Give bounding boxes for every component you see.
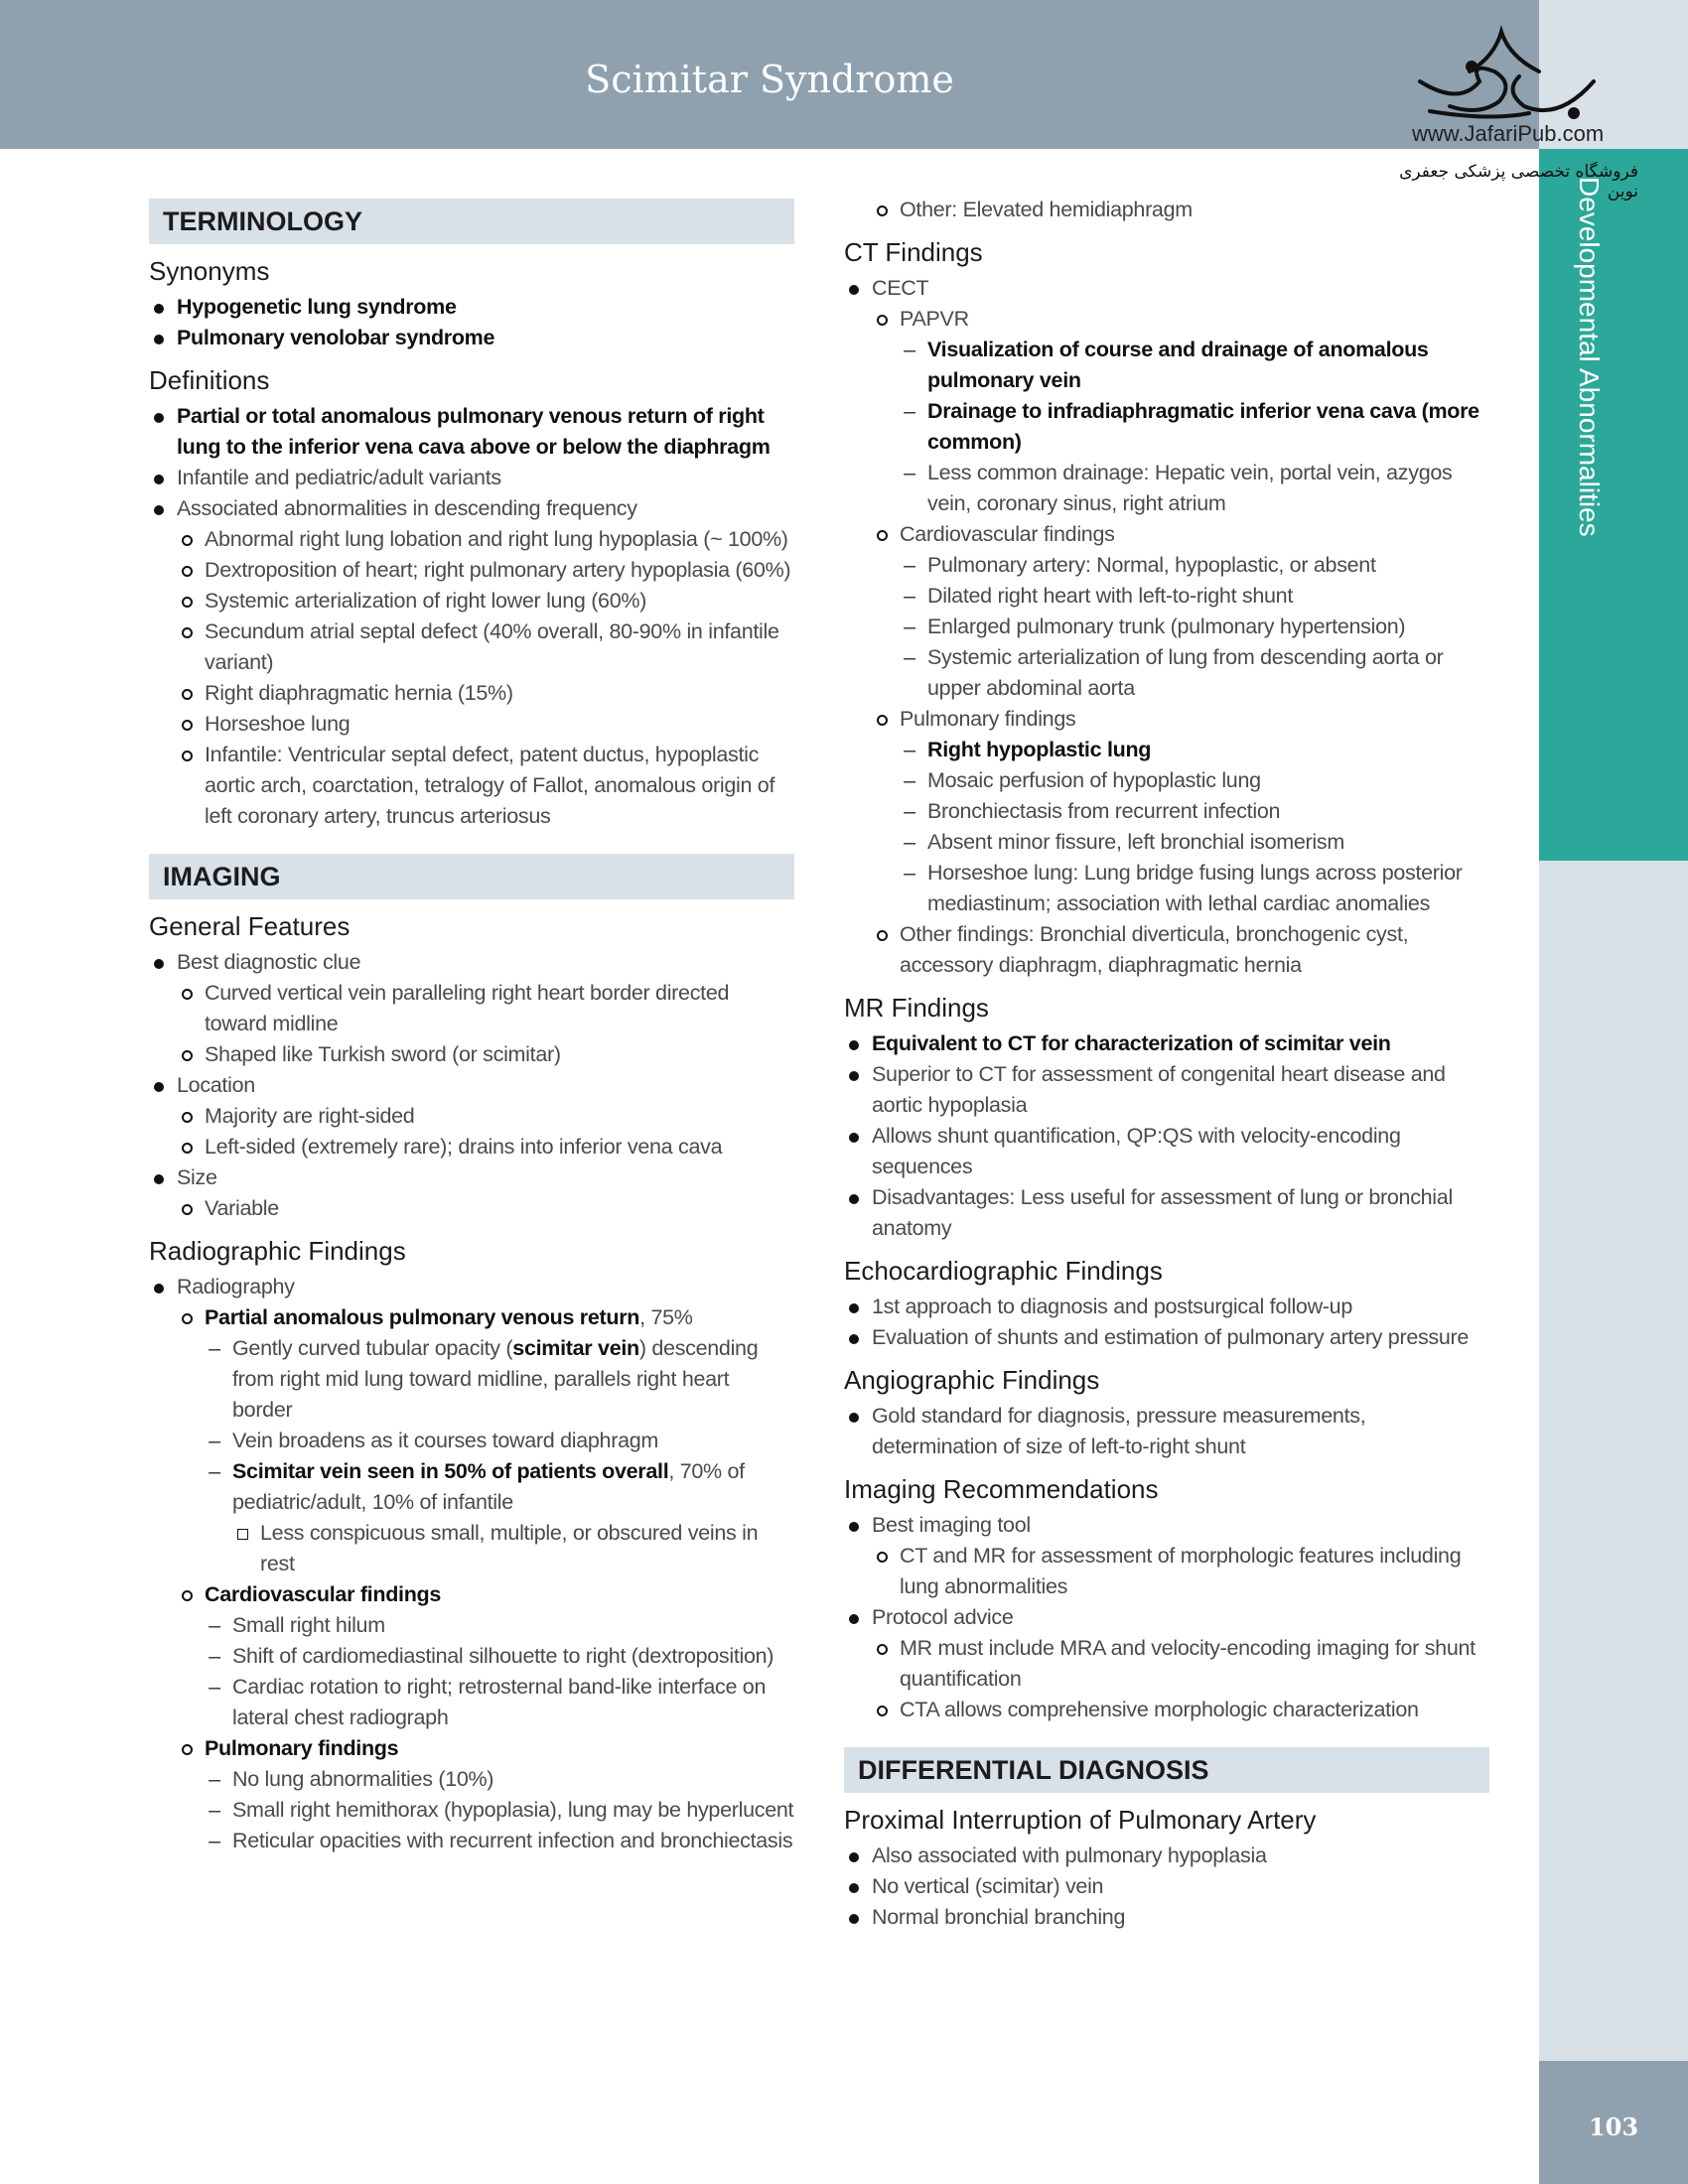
dash-bullet-icon: –: [209, 1459, 220, 1483]
list-item-text: Enlarged pulmonary trunk (pulmonary hypertension): [927, 614, 1406, 638]
list-item-text: Protocol advice: [872, 1605, 1014, 1629]
circle-bullet-icon: [872, 919, 892, 950]
subsection-heading: Radiographic Findings: [149, 1236, 406, 1266]
list-item-text: Majority are right-sided: [205, 1104, 415, 1128]
list-item-text: Small right hilum: [232, 1613, 385, 1637]
subsection-heading: Imaging Recommendations: [844, 1474, 1159, 1504]
chapter-tab: [1539, 149, 1688, 861]
list-item: [844, 704, 1489, 735]
dash-bullet-icon: –: [904, 861, 915, 885]
subsection-heading: Echocardiographic Findings: [844, 1256, 1163, 1286]
list-item: [149, 1672, 794, 1733]
list-item-text: Pulmonary findings: [205, 1736, 399, 1760]
list-item: [844, 1510, 1489, 1541]
list-item: [149, 1733, 794, 1764]
list-item-text: CTA allows comprehensive morphologic characterization: [900, 1698, 1419, 1721]
subsection-heading: CT Findings: [844, 237, 983, 267]
list-item-text: Dilated right heart with left-to-right shunt: [927, 584, 1294, 608]
list-item: [149, 555, 794, 586]
dash-bullet-icon: –: [904, 461, 915, 484]
list-item: [844, 581, 1489, 612]
text: , 75%: [639, 1305, 693, 1329]
list-item: [844, 335, 1489, 396]
list-item-text: Pulmonary findings: [900, 707, 1076, 731]
dash-bullet-icon: –: [904, 584, 915, 608]
bullet-icon: [844, 1841, 864, 1871]
text: ) descending from right mid lung toward midline, parallels right heart border: [232, 1336, 759, 1422]
subsection-heading: Proximal Interruption of Pulmonary Artery: [844, 1805, 1317, 1835]
list-item-text: Disadvantages: Less useful for assessment of lung or bronchial anatomy: [872, 1185, 1453, 1240]
list-item: [844, 1401, 1489, 1462]
publisher-tagline: فروشگاه تخصصی پزشکی جعفری نوین: [1399, 162, 1638, 202]
list-item-text: Pulmonary artery: Normal, hypoplastic, or absent: [927, 553, 1376, 577]
dash-bullet-icon: –: [904, 645, 915, 669]
list-item: [149, 1764, 794, 1795]
list-item: [149, 1132, 794, 1162]
bold-text: Scimitar vein seen in 50% of patients overall: [232, 1459, 669, 1483]
list-item-text: Bronchiectasis from recurrent infection: [927, 799, 1281, 823]
publisher-url: www.JafariPub.com: [1412, 121, 1605, 146]
bullet-icon: [149, 292, 169, 323]
page-title: Scimitar Syndrome: [585, 58, 954, 101]
bold-text: Partial anomalous pulmonary venous return: [205, 1305, 640, 1329]
list-item-text: No lung abnormalities (10%): [232, 1767, 494, 1791]
list-item-text: Horseshoe lung: [205, 712, 351, 736]
list-item: [149, 1039, 794, 1070]
dash-bullet-icon: –: [209, 1675, 220, 1699]
bullet-icon: [844, 1902, 864, 1933]
circle-bullet-icon: [177, 1101, 197, 1132]
list-item-text: Drainage to infradiaphragmatic inferior vena cava (more common): [927, 399, 1479, 454]
dash-bullet-icon: –: [904, 614, 915, 638]
dash-bullet-icon: –: [209, 1429, 220, 1452]
circle-bullet-icon: [177, 978, 197, 1009]
bullet-icon: [149, 401, 169, 432]
dash-bullet-icon: –: [904, 768, 915, 792]
list-item: [844, 1633, 1489, 1695]
list-item-text: Abnormal right lung lobation and right lung hypoplasia (~ 100%): [205, 527, 788, 551]
circle-bullet-icon: [872, 1633, 892, 1664]
chapter-label: Developmental Abnormalities: [1574, 177, 1605, 537]
circle-bullet-icon: [177, 524, 197, 555]
list-item-text: CT and MR for assessment of morphologic features including lung abnormalities: [900, 1544, 1462, 1598]
circle-bullet-icon: [872, 1695, 892, 1725]
bullet-icon: [844, 1121, 864, 1152]
list-item: [844, 1059, 1489, 1121]
dash-bullet-icon: –: [904, 830, 915, 854]
list-item-text: Visualization of course and drainage of anomalous pulmonary vein: [927, 338, 1429, 392]
circle-bullet-icon: [177, 1733, 197, 1764]
section-heading: TERMINOLOGY: [149, 199, 794, 244]
dash-bullet-icon: –: [904, 338, 915, 361]
dash-bullet-icon: –: [904, 553, 915, 577]
list-item-text: Systemic arterialization of right lower lung (60%): [205, 589, 647, 613]
list-item: [844, 796, 1489, 827]
list-item: [844, 858, 1489, 919]
circle-bullet-icon: [177, 709, 197, 740]
list-item-text: Reticular opacities with recurrent infection and bronchiectasis: [232, 1829, 793, 1852]
list-item: [149, 1302, 794, 1333]
list-item: [149, 1070, 794, 1101]
circle-bullet-icon: [177, 1039, 197, 1070]
list-item: [149, 947, 794, 978]
list-item-text: Shaped like Turkish sword (or scimitar): [205, 1042, 561, 1066]
list-item: [149, 1610, 794, 1641]
circle-bullet-icon: [177, 586, 197, 616]
circle-bullet-icon: [177, 678, 197, 709]
list-item: [149, 1518, 794, 1579]
list-item: [149, 1641, 794, 1672]
list-item-text: Also associated with pulmonary hypoplasia: [872, 1843, 1267, 1867]
text: , 70% of pediatric/adult, 10% of infantile: [232, 1459, 745, 1514]
dash-bullet-icon: –: [209, 1336, 220, 1360]
list-item: [844, 1695, 1489, 1725]
list-item: [149, 1272, 794, 1302]
list-item-text: Best imaging tool: [872, 1513, 1031, 1537]
list-item-text: Equivalent to CT for characterization of scimitar vein: [872, 1031, 1391, 1055]
dash-bullet-icon: –: [209, 1613, 220, 1637]
list-item-text: Secundum atrial septal defect (40% overall, 80-90% in infantile variant): [205, 619, 779, 674]
bullet-icon: [844, 1059, 864, 1090]
list-item-text: Right hypoplastic lung: [927, 738, 1152, 761]
page-header: [0, 0, 1539, 149]
bullet-icon: [844, 1401, 864, 1432]
list-item-text: Vein broadens as it courses toward diaphragm: [232, 1429, 658, 1452]
bullet-icon: [844, 1322, 864, 1353]
list-item: [149, 1456, 794, 1518]
page-number: 103: [1588, 2113, 1639, 2141]
list-item: [844, 1541, 1489, 1602]
list-item: [844, 396, 1489, 458]
list-item: [149, 1826, 794, 1856]
circle-bullet-icon: [872, 704, 892, 735]
list-item: [844, 1902, 1489, 1933]
list-item-text: Shift of cardiomediastinal silhouette to right (dextroposition): [232, 1644, 774, 1668]
list-item-text: CECT: [872, 276, 929, 300]
subsection-heading: Definitions: [149, 365, 270, 395]
list-item: [844, 1121, 1489, 1182]
list-item: [844, 304, 1489, 335]
list-item-text: Partial or total anomalous pulmonary venous return of right lung to the inferior vena cava above or below the diaphragm: [177, 404, 771, 459]
list-item-text: Other: Elevated hemidiaphragm: [900, 198, 1193, 221]
left-column: [149, 199, 794, 1856]
list-item: [844, 1871, 1489, 1902]
list-item: [844, 1182, 1489, 1244]
circle-bullet-icon: [177, 1302, 197, 1333]
list-item: [149, 616, 794, 678]
bullet-icon: [844, 1182, 864, 1213]
list-item-text: Evaluation of shunts and estimation of pulmonary artery pressure: [872, 1325, 1470, 1349]
list-item-text: Cardiac rotation to right; retrosternal band-like interface on lateral chest radiograph: [232, 1675, 767, 1729]
list-item: [844, 735, 1489, 765]
bullet-icon: [844, 1028, 864, 1059]
bullet-icon: [149, 323, 169, 353]
list-item: [149, 1162, 794, 1193]
circle-bullet-icon: [177, 1193, 197, 1224]
list-item-text: Gold standard for diagnosis, pressure measurements, determination of size of left-to-right shunt: [872, 1404, 1366, 1458]
list-item: [844, 195, 1489, 225]
list-item-text: Left-sided (extremely rare); drains into inferior vena cava: [205, 1135, 723, 1159]
dash-bullet-icon: –: [209, 1829, 220, 1852]
list-item-text: Less common drainage: Hepatic vein, portal vein, azygos vein, coronary sinus, right atrium: [927, 461, 1453, 515]
bold-text: scimitar vein: [512, 1336, 639, 1360]
list-item-text: Infantile: Ventricular septal defect, patent ductus, hypoplastic aortic arch, coarctation, tetralogy of Fallot, anomalous origin of left coronary artery, truncus arteriosus: [205, 743, 775, 828]
circle-bullet-icon: [177, 1132, 197, 1162]
list-item: [149, 1426, 794, 1456]
subsection-heading: General Features: [149, 911, 351, 941]
dash-bullet-icon: –: [904, 399, 915, 423]
circle-bullet-icon: [177, 616, 197, 647]
bullet-icon: [149, 1070, 169, 1101]
list-item-text: Right diaphragmatic hernia (15%): [205, 681, 513, 705]
list-item-text: Cardiovascular findings: [900, 522, 1115, 546]
list-item: [844, 827, 1489, 858]
dash-bullet-icon: –: [904, 738, 915, 761]
dash-bullet-icon: –: [209, 1644, 220, 1668]
circle-bullet-icon: [872, 519, 892, 550]
list-item: [149, 740, 794, 832]
dash-bullet-icon: –: [209, 1798, 220, 1822]
list-item-text: Systemic arterialization of lung from descending aorta or upper abdominal aorta: [927, 645, 1444, 700]
list-item-text: Allows shunt quantification, QP:QS with velocity-encoding sequences: [872, 1124, 1401, 1178]
list-item: [149, 1333, 794, 1426]
list-item: [844, 919, 1489, 981]
bullet-icon: [149, 493, 169, 524]
list-item: [844, 550, 1489, 581]
circle-bullet-icon: [177, 555, 197, 586]
list-item: [149, 323, 794, 353]
square-bullet-icon: [232, 1518, 252, 1549]
page-number-box: [1539, 2061, 1688, 2184]
bullet-icon: [149, 1272, 169, 1302]
circle-bullet-icon: [872, 1541, 892, 1571]
list-item-text: Curved vertical vein paralleling right heart border directed toward midline: [205, 981, 730, 1035]
list-item: [149, 463, 794, 493]
bullet-icon: [844, 1871, 864, 1902]
subsection-heading: MR Findings: [844, 993, 989, 1023]
list-item: [844, 765, 1489, 796]
list-item-text: Normal bronchial branching: [872, 1905, 1126, 1929]
list-item-text: PAPVR: [900, 307, 969, 331]
list-item: [844, 1841, 1489, 1871]
bullet-icon: [149, 463, 169, 493]
list-item: [844, 273, 1489, 304]
list-item-text: Pulmonary venolobar syndrome: [177, 326, 495, 349]
list-item-text: 1st approach to diagnosis and postsurgical follow-up: [872, 1295, 1352, 1318]
list-item-text: Associated abnormalities in descending frequency: [177, 496, 637, 520]
right-column: [844, 195, 1489, 1933]
list-item: [844, 1028, 1489, 1059]
list-item-text: Infantile and pediatric/adult variants: [177, 466, 501, 489]
list-item-text: Variable: [205, 1196, 279, 1220]
list-item-text: Location: [177, 1073, 255, 1097]
list-item-text: Mosaic perfusion of hypoplastic lung: [927, 768, 1261, 792]
list-item-text: Size: [177, 1165, 217, 1189]
bullet-icon: [844, 1602, 864, 1633]
list-item: [844, 642, 1489, 704]
list-item-text: Other findings: Bronchial diverticula, bronchogenic cyst, accessory diaphragm, diaphragmatic hernia: [900, 922, 1409, 977]
list-item: [844, 1322, 1489, 1353]
dash-bullet-icon: –: [209, 1767, 220, 1791]
circle-bullet-icon: [177, 740, 197, 770]
bullet-icon: [844, 273, 864, 304]
list-item-text: Best diagnostic clue: [177, 950, 361, 974]
list-item: [149, 493, 794, 524]
list-item: [844, 519, 1489, 550]
bullet-icon: [149, 947, 169, 978]
section-heading: IMAGING: [149, 854, 794, 899]
list-item-text: MR must include MRA and velocity-encoding imaging for shunt quantification: [900, 1636, 1476, 1691]
bullet-icon: [844, 1510, 864, 1541]
list-item: [844, 1602, 1489, 1633]
list-item-text: Radiography: [177, 1275, 295, 1298]
list-item: [149, 1795, 794, 1826]
list-item: [149, 586, 794, 616]
list-item: [844, 612, 1489, 642]
list-item: [149, 1101, 794, 1132]
list-item-text: Absent minor fissure, left bronchial isomerism: [927, 830, 1344, 854]
list-item-text: Small right hemithorax (hypoplasia), lung may be hyperlucent: [232, 1798, 794, 1822]
list-item: [149, 709, 794, 740]
dash-bullet-icon: –: [904, 799, 915, 823]
subsection-heading: Angiographic Findings: [844, 1365, 1100, 1395]
list-item: [844, 1292, 1489, 1322]
list-item: [149, 401, 794, 463]
subsection-heading: Synonyms: [149, 256, 270, 286]
bullet-icon: [149, 1162, 169, 1193]
list-item: [149, 978, 794, 1039]
list-item: [844, 458, 1489, 519]
circle-bullet-icon: [872, 304, 892, 335]
list-item-text: Hypogenetic lung syndrome: [177, 295, 457, 319]
list-item-text: Horseshoe lung: Lung bridge fusing lungs across posterior mediastinum; association with lethal cardiac anomalies: [927, 861, 1463, 915]
list-item: [149, 292, 794, 323]
circle-bullet-icon: [872, 195, 892, 225]
list-item-text: Less conspicuous small, multiple, or obscured veins in rest: [260, 1521, 759, 1575]
list-item: [149, 678, 794, 709]
list-item-text: No vertical (scimitar) vein: [872, 1874, 1104, 1898]
list-item-text: Dextroposition of heart; right pulmonary artery hypoplasia (60%): [205, 558, 791, 582]
section-heading: DIFFERENTIAL DIAGNOSIS: [844, 1747, 1489, 1793]
circle-bullet-icon: [177, 1579, 197, 1610]
list-item: [149, 524, 794, 555]
list-item: [149, 1193, 794, 1224]
list-item: [149, 1579, 794, 1610]
bullet-icon: [844, 1292, 864, 1322]
list-item-text: Superior to CT for assessment of congenital heart disease and aortic hypoplasia: [872, 1062, 1446, 1117]
list-item-text: Cardiovascular findings: [205, 1582, 442, 1606]
text: Gently curved tubular opacity (: [232, 1336, 513, 1360]
